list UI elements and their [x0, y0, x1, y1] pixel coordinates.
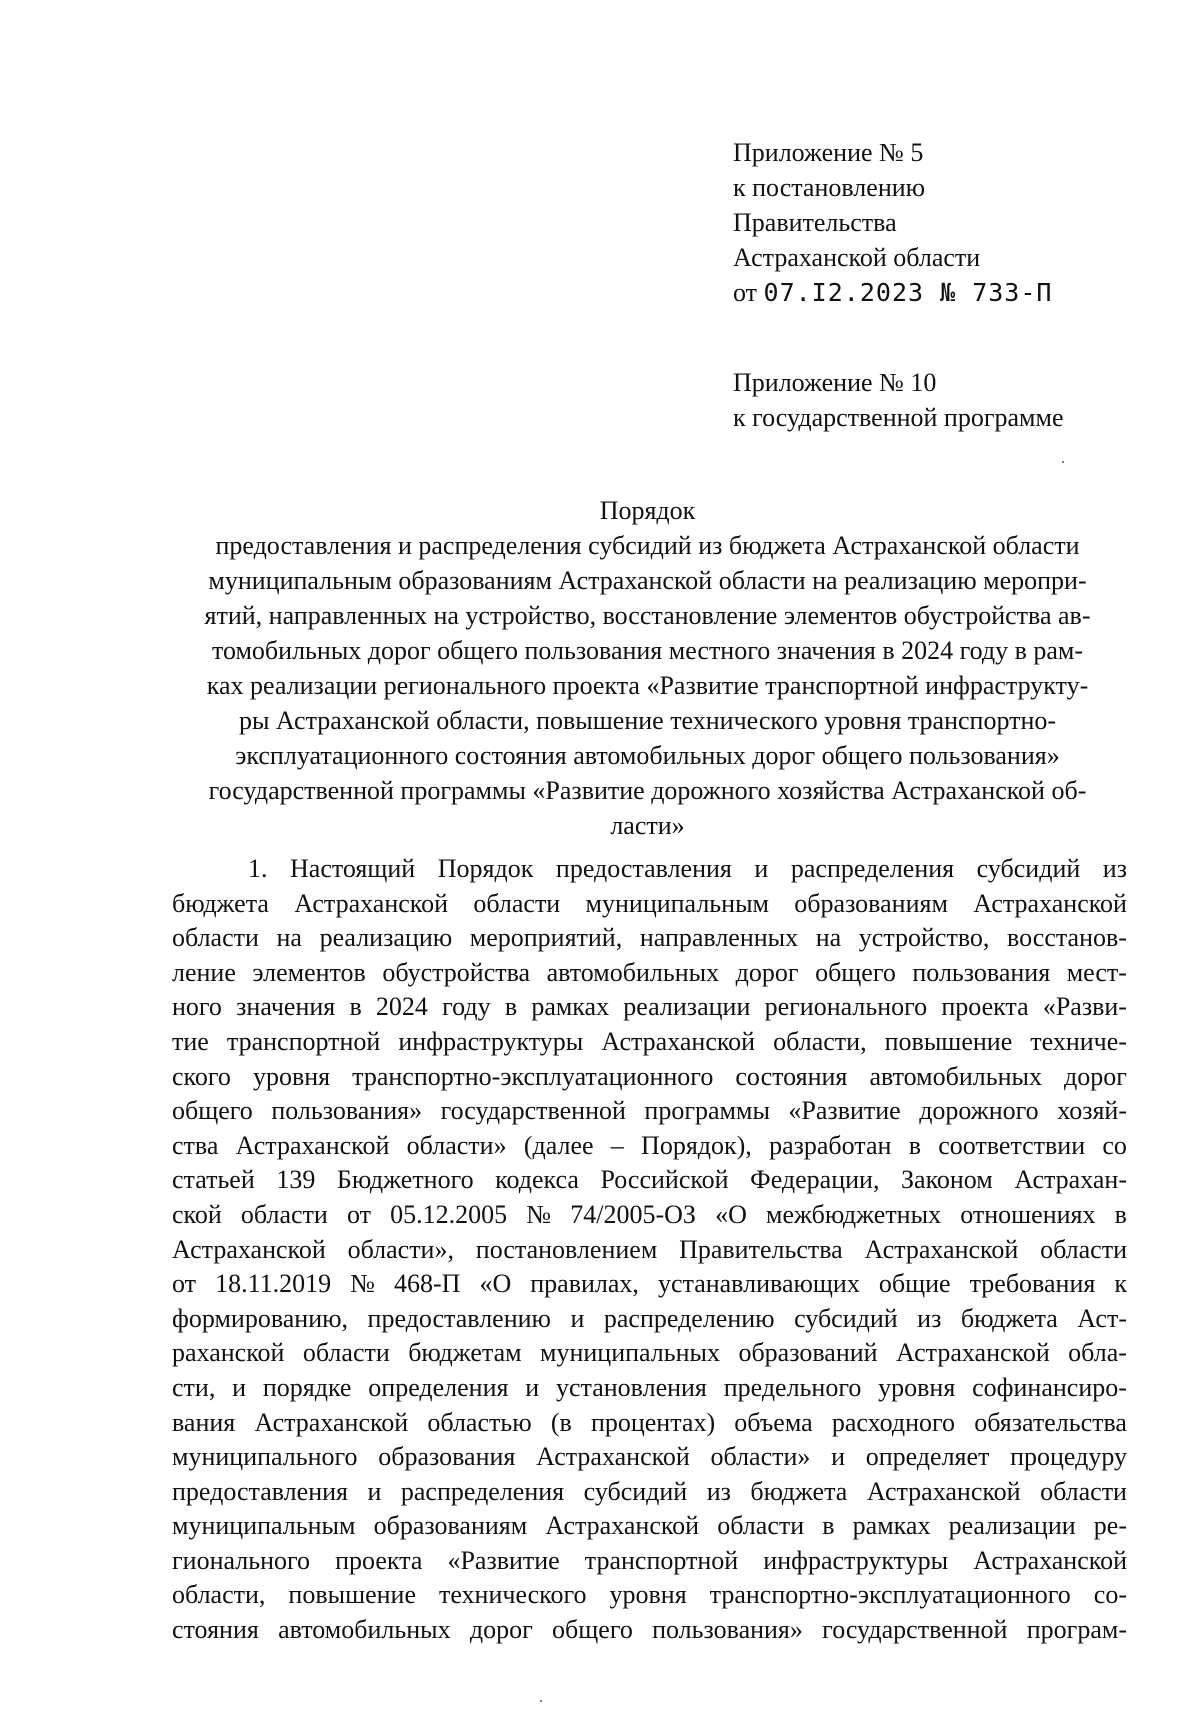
body-word: распределения — [400, 1476, 565, 1506]
body-word: в — [1114, 1199, 1127, 1229]
body-word: обла- — [1068, 1338, 1127, 1368]
body-word: ства — [172, 1130, 219, 1160]
body-word: муниципальным — [585, 888, 769, 918]
body-word: области», — [347, 1234, 454, 1264]
body-word: требования — [969, 1269, 1096, 1299]
body-word: инфраструктуры — [763, 1545, 949, 1575]
body-word: автомобильных — [278, 1615, 451, 1645]
appendix-10-line: к государственной программе — [733, 403, 1064, 432]
body-word: Астраханской — [254, 1407, 409, 1437]
body-word: области — [1040, 1476, 1127, 1506]
body-word: дорог — [735, 957, 799, 987]
body-word: рамках — [852, 1511, 931, 1541]
body-word: на — [276, 923, 302, 953]
body-word: обустройства — [382, 957, 531, 987]
body-word: правилах, — [530, 1269, 639, 1299]
body-word: вания — [172, 1407, 236, 1437]
body-word: пользования» — [271, 1096, 423, 1126]
body-word: обязательства — [974, 1407, 1127, 1437]
body-word: рамках — [531, 992, 610, 1022]
body-word: регионального — [764, 992, 928, 1022]
body-word: пользования — [912, 957, 1051, 987]
body-word: дорог — [1064, 1061, 1127, 1091]
body-line — [172, 1475, 1127, 1510]
body-line — [172, 1094, 1127, 1129]
body-word: области — [717, 1511, 805, 1541]
body-word: транспортной — [584, 1545, 739, 1575]
body-line — [172, 1198, 1127, 1233]
body-word: Астраханской — [895, 1338, 1050, 1368]
body-word: ного — [172, 992, 222, 1022]
body-word: стояния — [172, 1615, 259, 1645]
body-word: софинансиро- — [972, 1372, 1127, 1402]
body-word: Астраханской — [601, 1026, 756, 1056]
body-word: субсидий — [976, 854, 1081, 883]
body-word: автомобильных — [546, 957, 720, 987]
body-word: в — [504, 992, 518, 1022]
body-line — [172, 1267, 1127, 1302]
body-word: Астраханской — [973, 1545, 1127, 1575]
body-word: статьей — [172, 1165, 255, 1195]
body-line — [172, 1336, 1127, 1371]
body-word: к — [1114, 1269, 1127, 1299]
body-word: государственной — [440, 1096, 626, 1126]
body-word: проекта — [941, 992, 1029, 1022]
body-word: в — [908, 1130, 921, 1160]
body-word: гионального — [172, 1545, 311, 1575]
body-word: транспортно-эксплуатационного — [709, 1580, 1071, 1610]
body-word: установления — [555, 1372, 707, 1402]
body-word: области, — [773, 1026, 867, 1056]
body-word: № — [526, 1199, 552, 1229]
body-word: «О — [715, 1199, 747, 1229]
body-word: распределения — [790, 854, 955, 883]
body-line — [172, 1233, 1127, 1268]
body-line — [172, 1371, 1127, 1406]
body-word: муниципального — [172, 1442, 358, 1472]
body-word: в — [349, 992, 362, 1022]
body-line — [172, 852, 1127, 887]
body-word: предоставления — [555, 854, 732, 883]
body-line — [172, 921, 1127, 956]
body-line — [172, 990, 1127, 1025]
body-word: 1. — [248, 854, 268, 883]
body-word: дорожного — [919, 1096, 1039, 1126]
body-word: объема — [734, 1407, 813, 1437]
body-word: общего — [552, 1615, 633, 1645]
body-word: Аст- — [1077, 1303, 1127, 1333]
body-line — [172, 1578, 1127, 1613]
body-word: образованиям — [373, 1511, 528, 1541]
body-line — [172, 887, 1127, 922]
body-word: от — [172, 1269, 197, 1299]
body-word: муниципальных — [540, 1338, 721, 1368]
body-word: хозяй- — [1057, 1096, 1127, 1126]
body-word: и — [367, 1476, 382, 1506]
body-word: муниципальным — [172, 1511, 356, 1541]
body-word: «Разви- — [1042, 992, 1127, 1022]
body-line — [172, 1025, 1127, 1060]
body-word: реализации — [948, 1511, 1076, 1541]
body-word: порядке — [262, 1372, 352, 1402]
heading-line: ках реализации регионального проекта «Развитие транспортной инфраструкту- — [206, 671, 1089, 700]
body-line — [172, 956, 1127, 991]
body-word: распределению — [603, 1303, 775, 1333]
body-word: области — [473, 888, 561, 918]
body-word: процедуру — [1010, 1442, 1127, 1472]
appendix-10-line: Приложение № 10 — [733, 368, 937, 397]
body-word: 74/2005-ОЗ — [570, 1199, 696, 1229]
body-word: Астраханской — [545, 1511, 700, 1541]
body-word: области — [172, 923, 259, 953]
body-word: Бюджетного — [336, 1165, 474, 1195]
body-word: процентах) — [590, 1407, 716, 1437]
appendix-5-line: к постановлению — [733, 173, 926, 202]
body-word: № — [350, 1269, 375, 1299]
body-word: бюджета — [960, 1303, 1058, 1333]
body-word: образования — [378, 1442, 516, 1472]
body-word: – — [610, 1130, 624, 1160]
body-word: области — [302, 1338, 390, 1368]
body-word: определения — [368, 1372, 509, 1402]
appendix-5-line: Приложение № 5 — [733, 138, 924, 167]
body-word: техниче- — [1030, 1026, 1127, 1056]
appendix-5-block — [733, 135, 1153, 310]
appendix-5-line: Астраханской области — [733, 243, 981, 272]
heading-line: ласти» — [610, 811, 685, 840]
body-word: постановлением — [475, 1234, 658, 1264]
body-word: пользования» — [652, 1615, 803, 1645]
body-word: состояния — [735, 1061, 848, 1091]
body-word: «О — [479, 1269, 512, 1299]
body-word: уровня — [609, 1580, 687, 1610]
body-word: из — [917, 1303, 942, 1333]
body-word: общего — [172, 1096, 253, 1126]
body-word: бюджетам — [408, 1338, 522, 1368]
scan-speck — [1062, 461, 1064, 463]
body-word: повышение — [288, 1580, 416, 1610]
body-word: элементов — [252, 957, 366, 987]
body-word: со — [1102, 1130, 1127, 1160]
body-word: образований — [738, 1338, 878, 1368]
body-word: соответствии — [938, 1130, 1086, 1160]
body-word: ре- — [1093, 1511, 1127, 1541]
body-word: Порядок), — [641, 1130, 752, 1160]
document-heading — [170, 493, 1125, 843]
body-word: области» — [406, 1130, 507, 1160]
body-word: сти, — [172, 1372, 216, 1402]
heading-line: муниципальным образованиям Астраханской области на реализацию меропри- — [208, 566, 1087, 595]
body-word: Правительства — [679, 1234, 843, 1264]
date-prefix: от — [733, 278, 764, 307]
body-word: мест- — [1066, 957, 1127, 987]
body-word: области, — [172, 1580, 266, 1610]
heading-line: эксплуатационного состояния автомобильных дорог общего пользования» — [235, 741, 1060, 770]
body-word: бюджета — [172, 888, 269, 918]
body-word: уровня — [878, 1372, 956, 1402]
body-word: реализации — [623, 992, 751, 1022]
body-word: раханской — [172, 1338, 285, 1368]
body-word: повышение — [884, 1026, 1013, 1056]
body-word: транспортной — [226, 1026, 381, 1056]
heading-line: ры Астраханской области, повышение технического уровня транспортно- — [238, 706, 1057, 735]
body-word: кодекса — [495, 1165, 579, 1195]
body-word: со- — [1093, 1580, 1127, 1610]
body-word: субсидий — [583, 1476, 688, 1506]
heading-line: предоставления и распределения субсидий из бюджета Астраханской области — [215, 531, 1080, 560]
body-line — [172, 1129, 1127, 1164]
heading-line: томобильных дорог общего пользования местного значения в 2024 году в рам- — [211, 636, 1084, 665]
body-word: значения — [236, 992, 336, 1022]
heading-line: ятий, направленных на устройство, восстановление элементов обустройства ав- — [204, 601, 1091, 630]
body-word: Астраханской — [864, 1234, 1019, 1264]
body-word: областью — [427, 1407, 532, 1437]
body-word: Порядок — [437, 854, 534, 883]
body-word: направленных — [639, 923, 799, 953]
body-word: транспортно-эксплуатационного — [352, 1061, 714, 1091]
body-word: ского — [172, 1061, 231, 1091]
body-line — [172, 1613, 1127, 1648]
body-word: проекта — [335, 1545, 423, 1575]
body-word: Астраханской — [866, 1476, 1021, 1506]
body-word: дорог — [469, 1615, 533, 1645]
body-word: инфраструктуры — [398, 1026, 584, 1056]
body-word: Федерации, — [750, 1165, 880, 1195]
body-word: 468-П — [393, 1269, 461, 1299]
scan-speck — [540, 1700, 542, 1702]
body-word: области — [1040, 1234, 1127, 1264]
body-word: на — [815, 923, 842, 953]
body-word: технического — [438, 1580, 587, 1610]
body-word: и — [525, 1372, 540, 1402]
body-word: тие — [172, 1026, 209, 1056]
body-line — [172, 1163, 1127, 1198]
body-word: и — [754, 854, 769, 883]
body-line — [172, 1302, 1127, 1337]
body-word: 139 — [276, 1165, 316, 1195]
body-word: отношениях — [960, 1199, 1096, 1229]
body-word: Астраханской — [235, 1130, 390, 1160]
body-word: устанавливающих — [657, 1269, 860, 1299]
heading-line: государственной программы «Развитие дорожного хозяйства Астраханской об- — [208, 776, 1087, 805]
body-line — [172, 1544, 1127, 1579]
body-word: уровня — [252, 1061, 331, 1091]
body-line — [172, 1440, 1127, 1475]
body-word: «Развитие — [447, 1545, 560, 1575]
body-word: области» — [710, 1442, 811, 1472]
body-word: 18.11.2019 — [215, 1269, 332, 1299]
body-word: мероприятий, — [469, 923, 623, 953]
body-word: году — [442, 992, 491, 1022]
body-word: 2024 — [375, 992, 428, 1022]
body-word: Астраханской — [172, 1234, 326, 1264]
body-word: бюджета — [750, 1476, 848, 1506]
body-line — [172, 1406, 1127, 1441]
body-word: области — [240, 1199, 328, 1229]
appendix-5-date-line — [733, 275, 1153, 310]
appendix-10-block — [733, 365, 1153, 435]
body-word: определяет — [865, 1442, 990, 1472]
body-word: разработан — [769, 1130, 892, 1160]
body-line — [172, 1509, 1127, 1544]
body-word: (в — [550, 1407, 572, 1437]
body-word: в — [822, 1511, 835, 1541]
body-word: предоставлению — [367, 1303, 551, 1333]
body-word: ской — [172, 1199, 222, 1229]
body-word: (далее — [523, 1130, 594, 1160]
appendix-5-line: Правительства — [733, 208, 897, 237]
body-word: общие — [878, 1269, 951, 1299]
body-word: 05.12.2005 — [390, 1199, 508, 1229]
body-word: и — [831, 1442, 846, 1472]
body-word: «Развитие — [788, 1096, 901, 1126]
body-word: формированию, — [172, 1303, 349, 1333]
body-word: предоставления — [172, 1476, 348, 1506]
body-word: Российской — [600, 1165, 729, 1195]
body-word: от — [346, 1199, 371, 1229]
body-word: Астраханской — [294, 888, 449, 918]
body-line — [172, 1060, 1127, 1095]
body-paragraph — [172, 852, 1127, 1648]
body-word: предельного — [723, 1372, 862, 1402]
body-word: програм- — [1026, 1615, 1127, 1645]
body-word: субсидий — [794, 1303, 898, 1333]
body-word: Астраханской — [536, 1442, 690, 1472]
body-word: Астрахан- — [1014, 1165, 1127, 1195]
body-word: образованиям — [794, 888, 948, 918]
body-word: из — [1102, 854, 1127, 883]
body-word: программы — [644, 1096, 770, 1126]
body-word: Законом — [901, 1165, 993, 1195]
body-word: государственной — [822, 1615, 1008, 1645]
body-word: восстанов- — [1007, 923, 1127, 953]
body-word: ление — [172, 957, 236, 987]
body-word: расходного — [831, 1407, 956, 1437]
body-word: общего — [815, 957, 896, 987]
body-word: устройство, — [858, 923, 990, 953]
body-word: и — [570, 1303, 585, 1333]
body-word: и — [232, 1372, 247, 1402]
body-word: Астраханской — [973, 888, 1127, 918]
body-word: Настоящий — [290, 854, 416, 883]
body-word: межбюджетных — [765, 1199, 942, 1229]
body-word: автомобильных — [869, 1061, 1042, 1091]
body-word: из — [706, 1476, 731, 1506]
resolution-date-number: 07.I2.2023 № 733-П — [763, 278, 1053, 307]
heading-title: Порядок — [599, 496, 696, 525]
body-word: реализацию — [319, 923, 453, 953]
